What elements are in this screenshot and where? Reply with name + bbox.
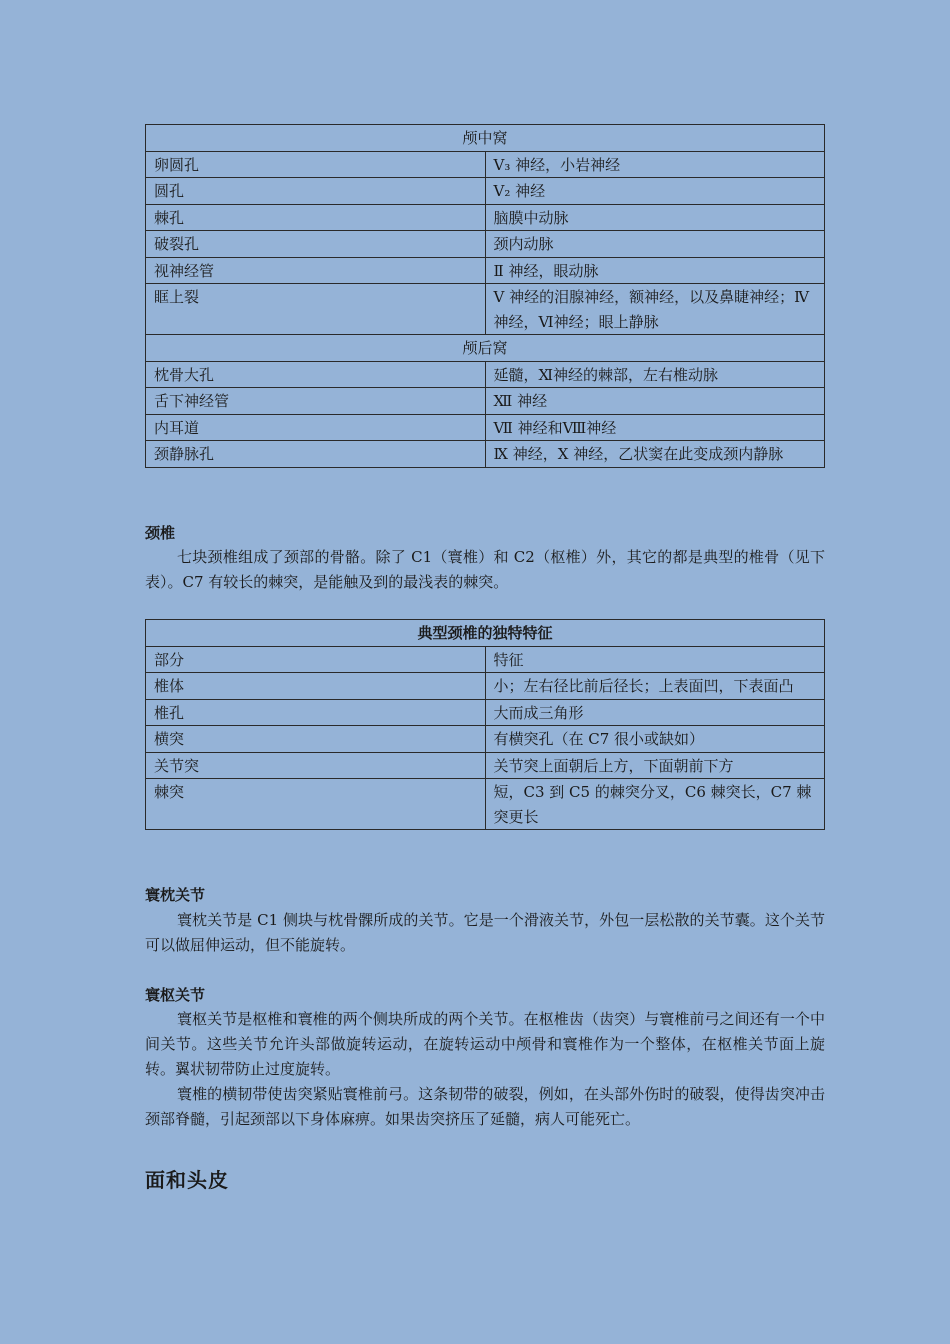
foramen-name: 卵圆孔: [146, 151, 486, 178]
table-row: [146, 231, 825, 258]
part-feature: 有横突孔（在 C7 很小或缺如）: [485, 726, 825, 753]
atlanto-axial-paragraph-2: 寰椎的横韧带使齿突紧贴寰椎前弓。这条韧带的破裂，例如，在头部外伤时的破裂，使得齿突冲击颈部脊髓，引起颈部以下身体麻痹。如果齿突挤压了延髓，病人可能死亡。: [145, 1085, 825, 1128]
table-title: 典型颈椎的独特特征: [146, 620, 825, 647]
foramen-name: 视神经管: [146, 257, 486, 284]
foramen-content: Ⅱ 神经，眼动脉: [485, 257, 825, 284]
part-name: 椎孔: [146, 699, 486, 726]
foramen-content: Ⅸ 神经，Ⅹ 神经，乙状窦在此变成颈内静脉: [485, 441, 825, 468]
atlanto-axial-heading: 寰枢关节: [145, 985, 206, 1004]
cranial-foramina-table: [145, 124, 825, 468]
atlanto-axial-paragraph-1: 寰枢关节是枢椎和寰椎的两个侧块所成的两个关节。在枢椎齿（齿突）与寰椎前弓之间还有一个中间关节。这些关节允许头部做旋转运动，在旋转运动中颅骨和寰椎作为一个整体，在枢椎关节面上旋转。翼状韧带防止过度旋转。: [145, 1010, 825, 1078]
foramen-content: 脑膜中动脉: [485, 204, 825, 231]
table-row: [146, 752, 825, 779]
cervical-heading: 颈椎: [145, 523, 176, 542]
table-section-row: [146, 125, 825, 152]
table-row: [146, 257, 825, 284]
foramen-name: 破裂孔: [146, 231, 486, 258]
table-section-row: [146, 335, 825, 362]
cervical-features-table: [145, 619, 825, 830]
foramen-name: 枕骨大孔: [146, 361, 486, 388]
foramen-content: Ⅶ 神经和Ⅷ神经: [485, 414, 825, 441]
document-page: [145, 124, 825, 1194]
foramen-content: Ⅻ 神经: [485, 388, 825, 415]
foramen-content: V₃ 神经，小岩神经: [485, 151, 825, 178]
table-row: [146, 779, 825, 830]
table-row: [146, 204, 825, 231]
part-name: 椎体: [146, 673, 486, 700]
foramen-name: 颈静脉孔: [146, 441, 486, 468]
table-row: [146, 178, 825, 205]
foramen-content: V₂ 神经: [485, 178, 825, 205]
atlanto-occipital-heading: 寰枕关节: [145, 886, 206, 904]
table-row: [146, 441, 825, 468]
atlanto-occipital-paragraph: 寰枕关节是 C1 侧块与枕骨髁所成的关节。它是一个滑液关节，外包一层松散的关节囊。这个关节可以做屈伸运动，但不能旋转。: [145, 910, 825, 954]
column-header-part: 部分: [146, 646, 486, 673]
column-header-feature: 特征: [485, 646, 825, 673]
cervical-paragraph: 七块颈椎组成了颈部的骨骼。除了 C1（寰椎）和 C2（枢椎）外，其它的都是典型的椎骨（见下表）。C7 有较长的棘突，是能触及到的最浅表的棘突。: [145, 548, 825, 591]
table-row: [146, 699, 825, 726]
foramen-name: 棘孔: [146, 204, 486, 231]
part-name: 关节突: [146, 752, 486, 779]
foramen-content: Ⅴ 神经的泪腺神经，额神经，以及鼻睫神经；Ⅳ神经，Ⅵ神经；眼上静脉: [485, 284, 825, 335]
foramen-name: 眶上裂: [146, 284, 486, 335]
table-row: [146, 151, 825, 178]
part-feature: 小；左右径比前后径长；上表面凹，下表面凸: [485, 673, 825, 700]
foramen-content: 颈内动脉: [485, 231, 825, 258]
table-row: [146, 361, 825, 388]
foramen-name: 圆孔: [146, 178, 486, 205]
table-row: [146, 284, 825, 335]
foramen-content: 延髓，Ⅺ神经的棘部，左右椎动脉: [485, 361, 825, 388]
table-header-row: [146, 646, 825, 673]
part-name: 棘突: [146, 779, 486, 830]
foramen-name: 内耳道: [146, 414, 486, 441]
table-row: [146, 414, 825, 441]
section-header-posterior-fossa: 颅后窝: [146, 335, 825, 362]
part-feature: 关节突上面朝后上方，下面朝前下方: [485, 752, 825, 779]
table-row: [146, 726, 825, 753]
section-header-middle-fossa: 颅中窝: [146, 125, 825, 152]
table-row: [146, 388, 825, 415]
part-name: 横突: [146, 726, 486, 753]
table-title-row: [146, 620, 825, 647]
foramen-name: 舌下神经管: [146, 388, 486, 415]
table-row: [146, 673, 825, 700]
part-feature: 短，C3 到 C5 的棘突分叉，C6 棘突长，C7 棘突更长: [485, 779, 825, 830]
part-feature: 大而成三角形: [485, 699, 825, 726]
face-scalp-heading: 面和头皮: [145, 1168, 229, 1192]
